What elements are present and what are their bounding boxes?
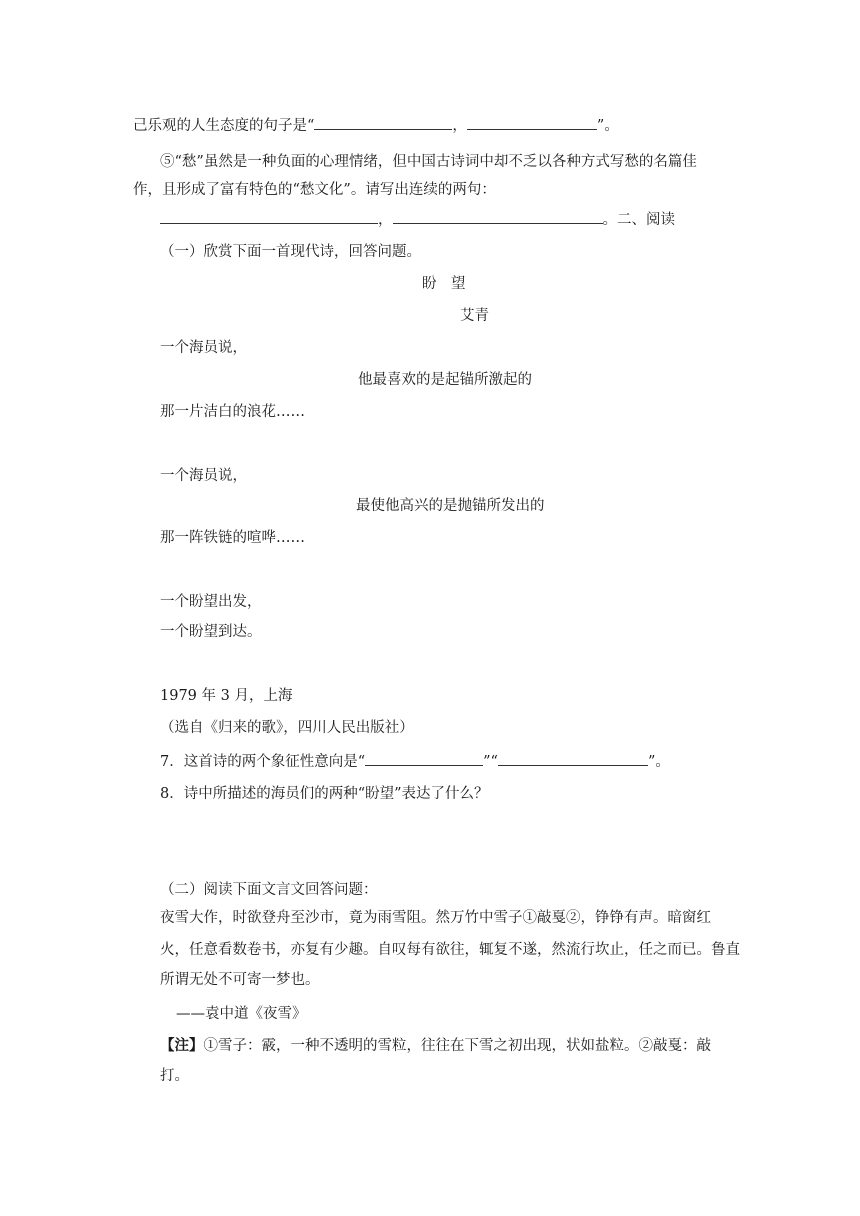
- text: 。二、阅读: [602, 212, 675, 228]
- text-line: [160, 210, 675, 230]
- passage-line: 夜雪大作，时欲登舟至沙市，竟为雨雪阻。然万竹中雪子①敲戛②，铮铮有声。暗窗红: [160, 910, 711, 926]
- text: ，: [452, 118, 467, 134]
- answer-blank[interactable]: [498, 752, 648, 766]
- section-intro: （一）欣赏下面一首现代诗，回答问题。: [160, 244, 421, 260]
- answer-blank[interactable]: [314, 116, 452, 130]
- poem-source: （选自《归来的歌》，四川人民出版社）: [160, 720, 414, 736]
- poem-date: 1979 年 3 月，上海: [160, 688, 293, 704]
- answer-blank[interactable]: [160, 210, 378, 224]
- answer-blank[interactable]: [467, 116, 597, 130]
- poem-line: 那一阵铁链的喧哗……: [160, 530, 305, 546]
- text-line: [133, 116, 619, 136]
- text-line: ⑤“愁”虽然是一种负面的心理情绪，但中国古诗词中却不乏以各种方式写愁的名篇佳: [160, 154, 697, 170]
- poem-line: 一个海员说，: [160, 468, 247, 484]
- answer-blank[interactable]: [393, 210, 603, 224]
- poem-title: 盼 望: [422, 276, 466, 292]
- poem-line: 他最喜欢的是起锚所激起的: [358, 372, 532, 388]
- passage-line: 火，任意看数卷书，亦复有少趣。自叹每有欲往，辄复不遂，然流行坎止，任之而已。鲁直: [160, 942, 740, 958]
- text: 己乐观的人生态度的句子是“: [133, 118, 315, 134]
- text-line: 作，且形成了富有特色的“愁文化”。请写出连续的两句：: [133, 182, 496, 198]
- poem-line: 一个海员说，: [160, 340, 247, 356]
- poem-author: 艾青: [460, 308, 489, 324]
- text: ”。: [647, 754, 670, 770]
- text: ，: [378, 212, 393, 228]
- poem-line: 一个盼望到达。: [160, 624, 262, 640]
- poem-line: 一个盼望出发，: [160, 594, 262, 610]
- question-8: 8．诗中所描述的海员们的两种“盼望”表达了什么？: [160, 786, 489, 802]
- poem-line: 最使他高兴的是抛锚所发出的: [356, 498, 545, 514]
- poem-line: 那一片洁白的浪花……: [160, 404, 305, 420]
- section-intro: （二）阅读下面文言文回答问题：: [160, 882, 378, 898]
- question-7: [160, 752, 670, 772]
- attribution: ——袁中道《夜雪》: [176, 1006, 307, 1022]
- note-tag: 【注】: [160, 1037, 204, 1054]
- text: ”。: [596, 118, 619, 134]
- note-line: 打。: [160, 1068, 189, 1084]
- text: ①雪子：霰，一种不透明的雪粒，往往在下雪之初出现，状如盐粒。②敲戛：敲: [203, 1038, 711, 1054]
- note-line: [160, 1036, 711, 1056]
- passage-line: 所谓无处不可寄一梦也。: [160, 972, 320, 988]
- text: 7．这首诗的两个象征性意向是“: [160, 754, 366, 770]
- text: ”“: [483, 754, 498, 770]
- answer-blank[interactable]: [365, 752, 483, 766]
